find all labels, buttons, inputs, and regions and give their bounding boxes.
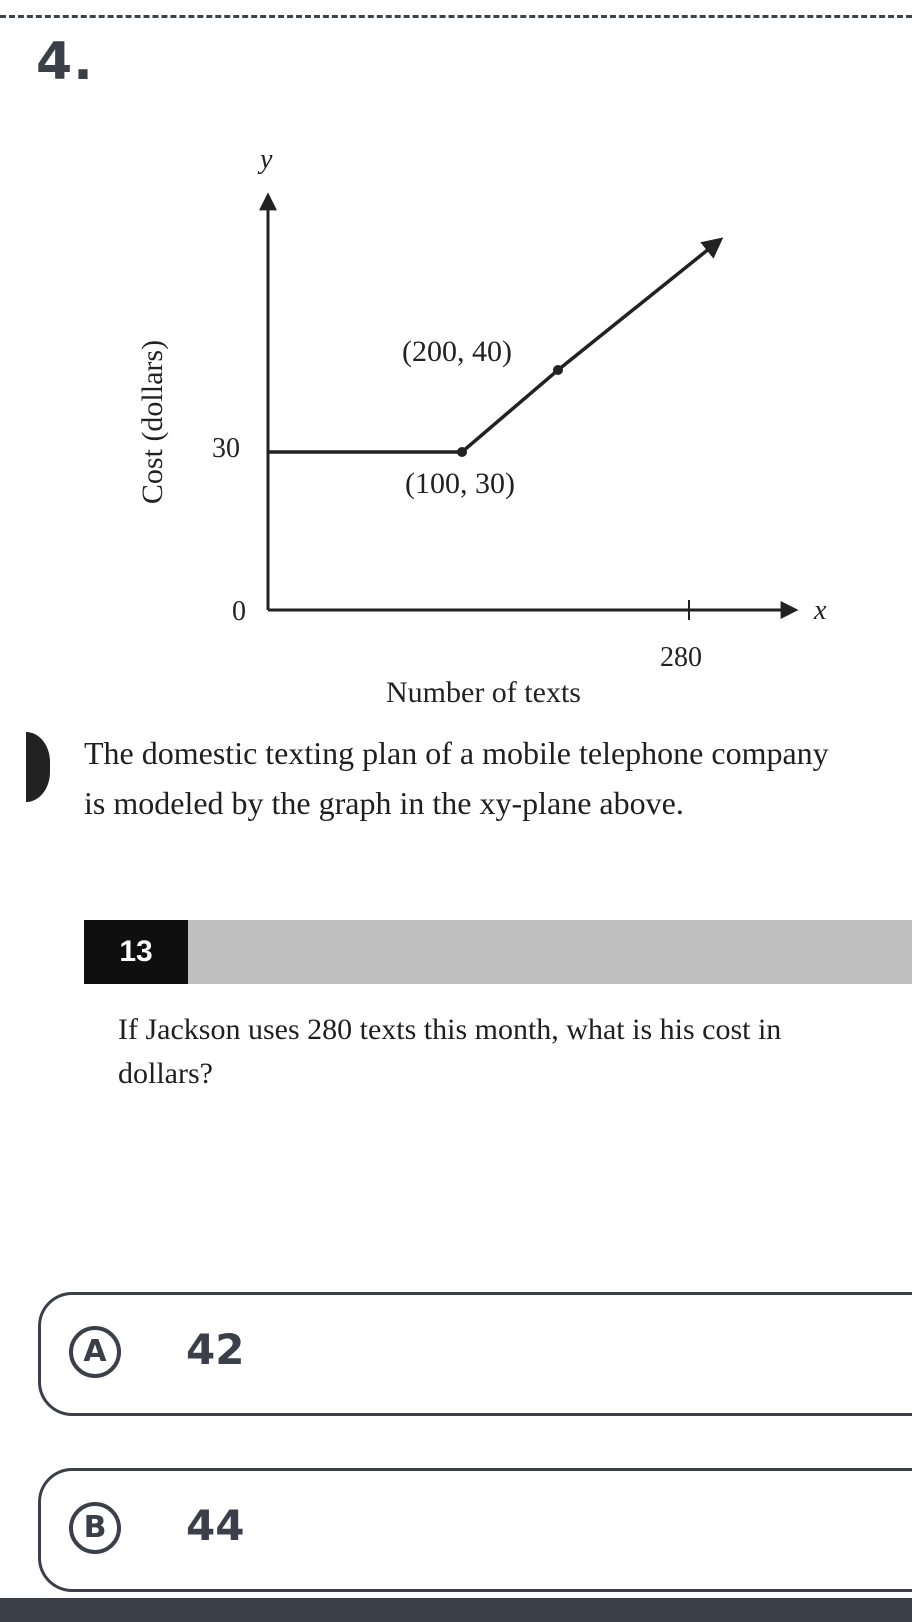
passage-text: The domestic texting plan of a mobile telephone company is modeled by the graph in the xy-plane above. (84, 735, 829, 821)
question-bar-number: 13 (84, 920, 188, 984)
choice-letter-a: A (69, 1326, 121, 1378)
annotation-100-30: (100, 30) (405, 467, 515, 500)
point-100-30 (457, 447, 467, 457)
bottom-bar (0, 1598, 912, 1622)
question-number: 4. (36, 32, 94, 92)
annotation-200-40: (200, 40) (402, 335, 512, 368)
answer-choice-b[interactable] (38, 1468, 912, 1592)
choice-letter-b: B (69, 1502, 121, 1554)
choice-text-a: 42 (186, 1325, 245, 1374)
x-tick-label-280: 280 (660, 642, 702, 673)
graph (0, 130, 912, 710)
y-tick-label-30: 30 (212, 433, 240, 464)
x-axis-label: Number of texts (386, 676, 581, 709)
point-200-40 (553, 365, 563, 375)
y-axis-name: y (260, 144, 273, 175)
side-marker (26, 732, 50, 802)
answer-choice-a[interactable] (38, 1292, 912, 1416)
choice-text-b: 44 (186, 1501, 245, 1550)
x-axis-name: x (814, 595, 827, 626)
y-tick-label-0: 0 (232, 596, 246, 627)
y-axis-label: Cost (dollars) (136, 339, 169, 505)
dashed-divider (0, 15, 912, 18)
question-text: If Jackson uses 280 texts this month, what is his cost in dollars? (118, 1013, 782, 1090)
question-header-bar (84, 920, 912, 984)
